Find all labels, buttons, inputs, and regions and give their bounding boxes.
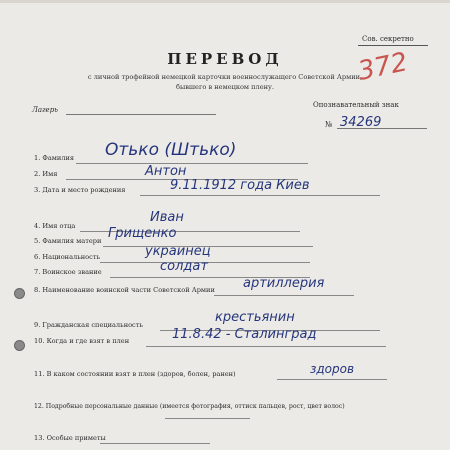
secret-underline — [358, 45, 428, 46]
row-label: 5. Фамилия матери — [34, 237, 102, 245]
row-underline — [165, 418, 250, 419]
row-label: 2. Имя — [34, 170, 58, 178]
row-value: здоров — [310, 362, 355, 376]
row-label: 10. Когда и где взят в плен — [34, 337, 130, 345]
row-label: 9. Гражданская специальность — [34, 321, 143, 329]
row-label: 8. Наименование воинской части Советской Армии — [34, 286, 215, 294]
row-label: 6. Национальность — [34, 253, 101, 261]
form-subtitle-2: бывшего в немецком плену. — [175, 83, 275, 91]
row-underline — [76, 163, 308, 164]
row-value: солдат — [160, 259, 208, 274]
form-subtitle-1: с личной трофейной немецкой карточки военнослужащего Советской Армии, — [87, 73, 363, 81]
punch-hole-icon — [14, 340, 25, 351]
ident-number: 34269 — [340, 115, 382, 130]
row-label: 13. Особые приметы — [34, 434, 106, 442]
ident-no-label: № — [325, 120, 333, 129]
row-value: артиллерия — [243, 276, 325, 291]
row-value: крестьянин — [215, 310, 295, 325]
row-label: 1. Фамилия — [34, 154, 75, 162]
row-value: Отько (Штько) — [105, 140, 237, 160]
camp-underline — [66, 114, 216, 115]
row-value: 9.11.1912 года Киев — [170, 178, 310, 193]
secret-stamp: Сов. секретно — [362, 35, 414, 43]
handwritten-red-number: 372 — [355, 47, 411, 87]
form-title: ПЕРЕВОД — [167, 50, 283, 68]
row-label: 7. Воинское звание — [34, 268, 102, 276]
row-value: 11.8.42 - Сталинград — [172, 327, 317, 342]
row-underline — [214, 295, 354, 296]
row-underline — [140, 195, 380, 196]
row-label: 12. Подробные персональные данные (имеется фотография, оттиск пальцев, рост, цвет волос) — [34, 403, 345, 410]
camp-label: Лагерь — [32, 106, 58, 114]
row-value: Иван — [150, 210, 184, 225]
row-label: 3. Дата и место рождения — [34, 186, 126, 194]
row-underline — [277, 379, 387, 380]
row-value: Грищенко — [108, 226, 177, 241]
top-edge — [0, 0, 450, 3]
row-underline — [146, 346, 386, 347]
row-label: 11. В каком состоянии взят в плен (здоров, болен, ранен) — [34, 370, 236, 378]
row-label: 4. Имя отца — [34, 222, 76, 230]
punch-hole-icon — [14, 288, 25, 299]
row-underline — [100, 443, 210, 444]
row-value: украинец — [145, 244, 211, 259]
ident-label: Опознавательный знак — [313, 101, 399, 109]
row-value: Антон — [145, 164, 187, 179]
